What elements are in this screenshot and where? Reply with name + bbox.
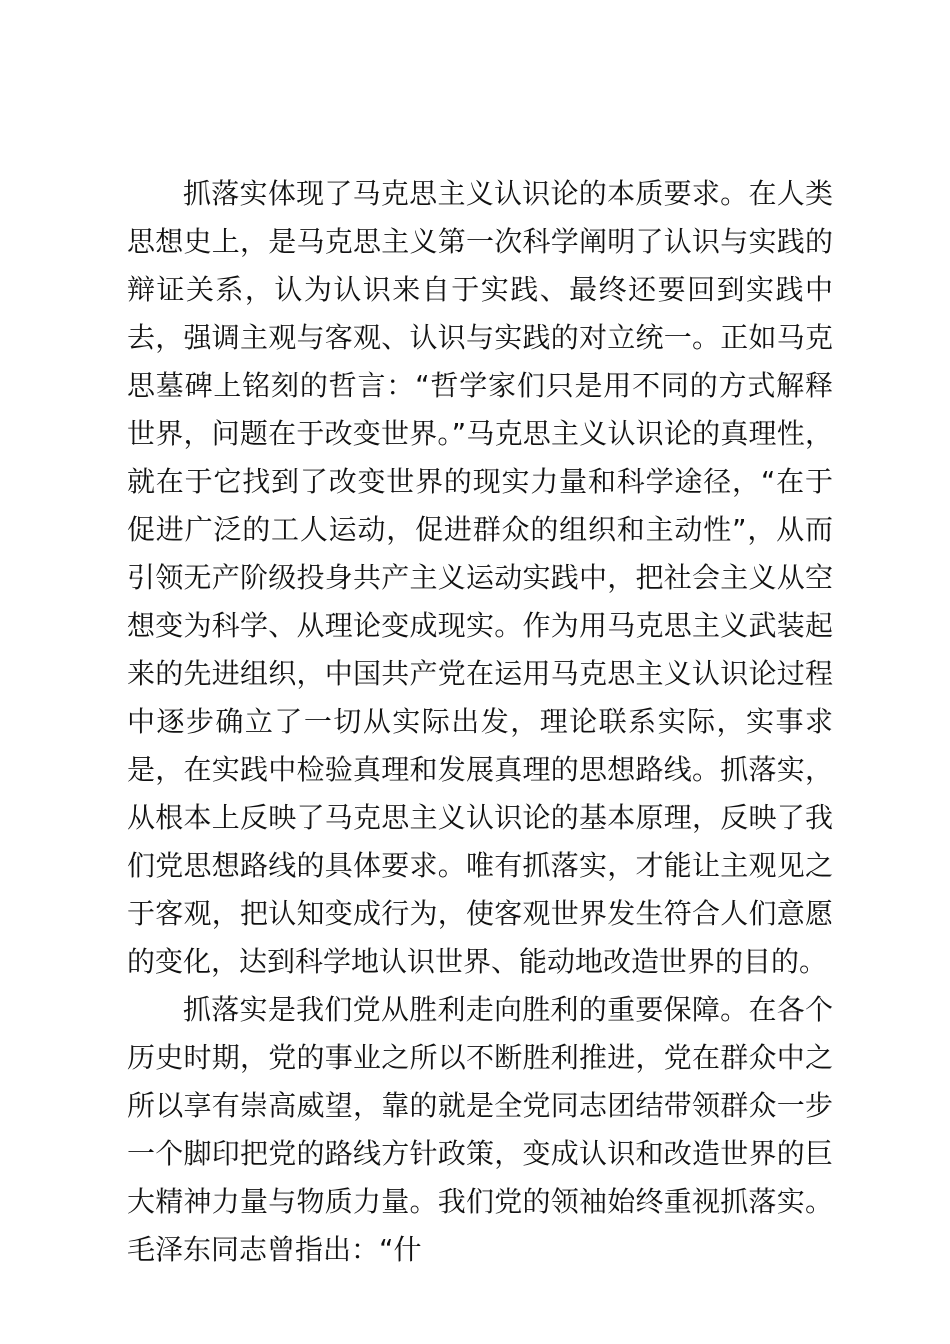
paragraph-2: 抓落实是我们党从胜利走向胜利的重要保障。在各个历史时期，党的事业之所以不断胜利推进，党在群众中之所以享有崇高威望，靠的就是全党同志团结带领群众一步一个脚印把党的路线方针政策，变成认识和改造世界的巨大精神力量与物质力量。我们党的领袖始终重视抓落实。毛泽东同志曾指出：“什	[127, 993, 833, 1266]
paragraph-1: 抓落实体现了马克思主义认识论的本质要求。在人类思想史上，是马克思主义第一次科学阐明了认识与实践的辩证关系，认为认识来自于实践、最终还要回到实践中去，强调主观与客观、认识与实践的对立统一。正如马克思墓碑上铭刻的哲言：“哲学家们只是用不同的方式解释世界，问题在于改变世界。”马克思主义认识论的真理性，就在于它找到了改变世界的现实力量和科学途径，“在于促进广泛的工人运动，促进群众的组织和主动性”，从而引领无产阶级投身共产主义运动实践中，把社会主义从空想变为科学、从理论变成现实。作为用马克思主义武装起来的先进组织，中国共产党在运用马克思主义认识论过程中逐步确立了一切从实际出发，理论联系实际，实事求是，在实践中检验真理和发展真理的思想路线。抓落实，从根本上反映了马克思主义认识论的基本原理，反映了我们党思想路线的具体要求。唯有抓落实，才能让主观见之于客观，把认知变成行为，使客观世界发生符合人们意愿的变化，达到科学地认识世界、能动地改造世界的目的。	[127, 177, 833, 978]
body-text	[127, 170, 833, 1274]
